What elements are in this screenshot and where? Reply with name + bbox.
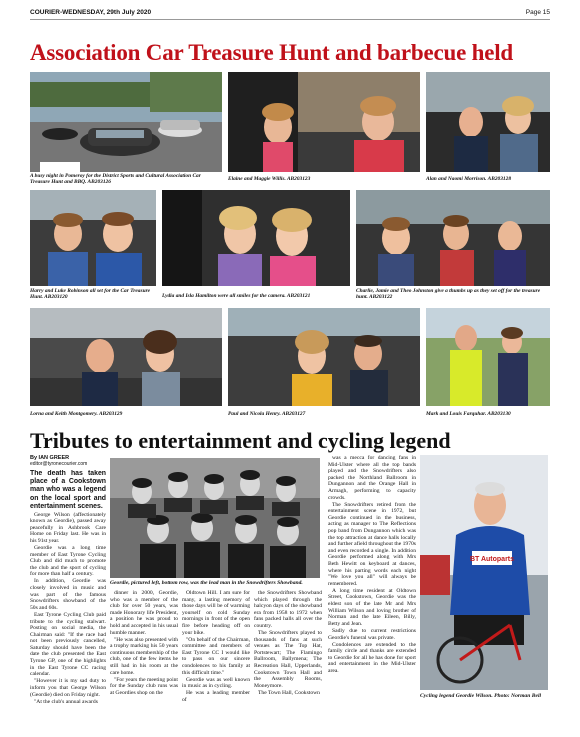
col5-paragraph: Sadly due to current restrictions Geordie's funeral was private.: [328, 627, 416, 641]
caption-paul-nicola: Paul and Nicola Henry. AB203127: [228, 411, 306, 417]
elaine-maggie-image: [228, 72, 420, 172]
col1-paragraph: George Wilson (affectionately known as Geordie), passed away peacefully in Ashbrook Care Home on Friday last. He was in his 91st year.: [30, 511, 106, 544]
col4-paragraph: The Town Hall, Cookstown: [258, 689, 320, 696]
col3-paragraph: "On behalf of the Chairman, committee and members of East Tyrone CC I would like to pass on our sincere condolences to his family at this difficult time.": [182, 636, 250, 676]
article-column-1: [30, 470, 106, 728]
paul-nicola-image: [228, 308, 420, 406]
col1-paragraph: "However it is my sad duty to inform you that George Wilson (Geordie) died on Friday night.: [30, 678, 106, 698]
caption-car-park: A busy night in Pomeroy for the District Sports and Cultural Association Car Treasure Hunt and BBQ. AB203126: [30, 173, 201, 186]
masthead-date: COURIER-WEDNESDAY, 29th July 2020: [30, 9, 152, 16]
caption-elaine-maggie: Elaine and Maggie Willis. AB203123: [228, 176, 311, 182]
page-number: Page 15: [525, 9, 550, 16]
harry-luke-image: [30, 190, 156, 286]
lydia-isla-image: [162, 190, 350, 286]
col2-paragraph: "He was also presented with a trophy marking his 50 years continuous membership of the club, one of the few items he still had in his room at the care home.: [110, 636, 178, 676]
col5-paragraph: Condolences are extended to the family circle and thanks are extended to Geordie for all he has done for sport and entertainment in the Mid-Ulster area.: [328, 641, 416, 674]
caption-lydia-isla: Lydia and Isla Hamilton were all smiles for the camera. AB203121: [162, 293, 311, 299]
article-lead: The death has taken place of a Cookstown man who was a legend on the local sport and entertainment scenes.: [30, 470, 106, 510]
photo-paul-nicola: [228, 308, 420, 406]
snowdrifters-image: [110, 458, 320, 578]
snowdrifters-photo: [110, 458, 320, 578]
alan-naomi-image: [426, 72, 550, 172]
lorna-keith-image: [30, 308, 222, 406]
photo-mark-louis: [426, 308, 550, 406]
charlie-jamie-theo-image: [356, 190, 550, 286]
col3-paragraph: Geordie was as well known in music as in cycling.: [182, 676, 250, 690]
caption-mark-louis: Mark and Louis Farquhar. AB203130: [426, 411, 511, 417]
photo-charlie-jamie-theo: [356, 190, 550, 286]
photo-harry-luke: [30, 190, 156, 286]
page-masthead: [30, 8, 550, 20]
jersey-text: BT Autoparts: [469, 556, 515, 563]
tributes-headline: Tributes to entertainment and cycling legend: [30, 428, 451, 453]
col3-paragraph: Oldtown Hill. I am sure for many, a lasting memory of those days will be of warming yourself on cold Sunday mornings in front of the open fire before heading off on your bike.: [182, 590, 250, 636]
snowdrifters-caption: Geordie, pictured left, bottom row, was the lead man in the Snowdrifters Showband.: [110, 580, 303, 586]
col5-paragraph: was a mecca for dancing fans in Mid-Ulster where all the top bands played and the Snowdrifters also packed the Northland Ballroom in Dungannon and the Orange Hall in Armagh, performing to capacity crowds.: [328, 455, 416, 501]
article-column-3: [182, 590, 250, 728]
col2-paragraph: "For years the meeting point for the Sunday club runs was at Geordies shop on the: [110, 676, 178, 696]
caption-lorna-keith: Lorna and Keith Montgomery. AB203129: [30, 411, 123, 417]
col5-paragraph: The Snowdrifters retired from the entertainment scene in 1972, but Geordie continued in the business, acting as manager to The Reflections pop band from Dungannon which was the top attraction at dance halls locally and further afield throughout the 1970s and even recorded a single. In addition Geordie performed along with Mrs Beth Hewitt on keyboard at dances, where his parting words each night "We love you all" will always be remembered.: [328, 501, 416, 587]
car-park-image: [30, 72, 222, 172]
article-column-5: [328, 455, 416, 728]
photo-lorna-keith: [30, 308, 222, 406]
cyclist-caption: Cycling legend Geordie Wilson. Photo: Norman Bell: [420, 693, 542, 699]
col1-paragraph: In addition, Geordie was closely involved in music and was part of the famous Snowdrifters showband of the 50s and 60s.: [30, 578, 106, 611]
col5-paragraph: A long time resident at Oldtown Street, Cookstown, Geordie was the eldest son of the late Mr and Mrs William Wilson and loving brother of Norman and the late Eileen, Billy, Betty and Jean.: [328, 587, 416, 627]
col2-paragraph: dinner in 2000, Geordie, who was a member of the club for over 50 years, was made Honorary life President, a position he was proud to hold and accepted in his usual humble manner.: [110, 590, 178, 636]
photo-elaine-maggie: [228, 72, 420, 172]
col1-paragraph: East Tyrone Cycling Club paid tribute to the cycling stalwart. Posting on social media, the Chairman said: "If the race had not been previously cancelled, Saturday should have been the date the club presented the East Tyrone GP, one of the highlights in the East Tyrone CC racing calendar.: [30, 611, 106, 678]
photo-car-park: [30, 72, 222, 172]
photo-lydia-isla: [162, 190, 350, 286]
byline-email: editor@tyronecourier.com: [30, 461, 88, 467]
caption-harry-luke: Harry and Luke Robinson all set for the Car Treasure Hunt. AB203120: [30, 288, 151, 301]
col1-paragraph: "At the club's annual awards: [34, 698, 98, 705]
byline-author: By IAN GREER: [30, 455, 70, 461]
mark-louis-image: [426, 308, 550, 406]
byline: [30, 455, 106, 467]
col4-paragraph: the Snowdrifters Showband which played through the halcyon days of the showband era from 1958 to 1972 when fans packed halls all over the country.: [254, 590, 322, 629]
col4-paragraph: The Snowdrifters played to thousands of fans at such venues as The Top Hat, Portstewart; The Flamingo Ballroom, Ballymena; The Recreation Hall, Upperlands, Cookstown Town Hall and the Assembly Rooms, Moneymore.: [254, 630, 322, 689]
cyclist-photo: [420, 455, 548, 690]
caption-charlie-jamie-theo: Charlie, Jamie and Theo Johnston give a thumbs up as they set off for the treasure hunt. AB203122: [356, 288, 541, 301]
caption-alan-naomi: Alan and Naomi Morrison. AB203128: [426, 176, 512, 182]
cyclist-image: [420, 455, 548, 690]
photo-alan-naomi: [426, 72, 550, 172]
col3-paragraph: He was a leading member of: [182, 690, 250, 703]
col1-paragraph: Geordie was a long time member of East Tyrone Cycling Club and did much to promote the club and the sport of cycling for more than half a century.: [30, 544, 106, 578]
article-column-4: [254, 590, 322, 728]
article-column-2: [110, 590, 178, 728]
treasure-hunt-headline: Association Car Treasure Hunt and barbecue held: [30, 40, 514, 65]
